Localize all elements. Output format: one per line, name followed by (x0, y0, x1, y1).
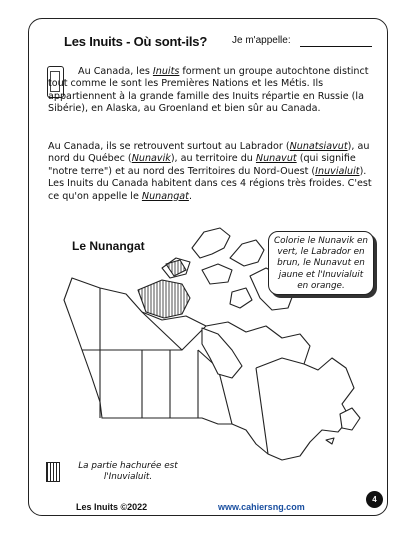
pei-island (326, 438, 334, 444)
keyword-inuits: Inuits (152, 66, 180, 77)
canada-mainland (64, 278, 354, 460)
hatch-legend-swatch (46, 462, 60, 482)
inuvialuit-region (138, 280, 190, 318)
page-number-badge: 4 (366, 491, 383, 508)
regions-paragraph: Au Canada, ils se retrouvent surtout au Labrador (Nunatsiavut), au nord du Québec (Nunavik), au territoire du Nunavut (qui signifie "notre terre") et au nord des Territoires du Nord-Ouest (Inuvialuit). Les Inuits du Canada habitent dans ces 4 régions très froides. C'est ce qu'on appelle le Nunangat. (48, 141, 372, 202)
instruction-bubble: Colorie le Nunavik en vert, le Labrador en brun, le Nunavut en jaune et l'Inuvialuit en orange. (268, 231, 374, 295)
arctic-island (202, 264, 232, 284)
map-title: Le Nunangat (72, 239, 145, 253)
intro-paragraph: Au Canada, les Inuits forment un groupe autochtone distinct tout comme le sont les Premières Nations et les Métis. Ils appartiennent à la grande famille des Inuits répartie en Russie (la Sibérie), en Alaska, au Groenland et bien sûr au Canada. (48, 66, 369, 115)
arctic-island (230, 288, 252, 308)
name-label: Je m'appelle: (232, 35, 291, 46)
page-title: Les Inuits - Où sont-ils? (64, 34, 208, 49)
name-field-line (300, 46, 372, 47)
footer-url-link[interactable]: www.cahiersng.com (218, 502, 305, 512)
arctic-island (230, 240, 264, 266)
footer-copyright: Les Inuits ©2022 (76, 502, 148, 512)
hatch-legend-text: La partie hachurée est l'Inuvialuit. (78, 461, 178, 482)
arctic-island (192, 228, 230, 258)
